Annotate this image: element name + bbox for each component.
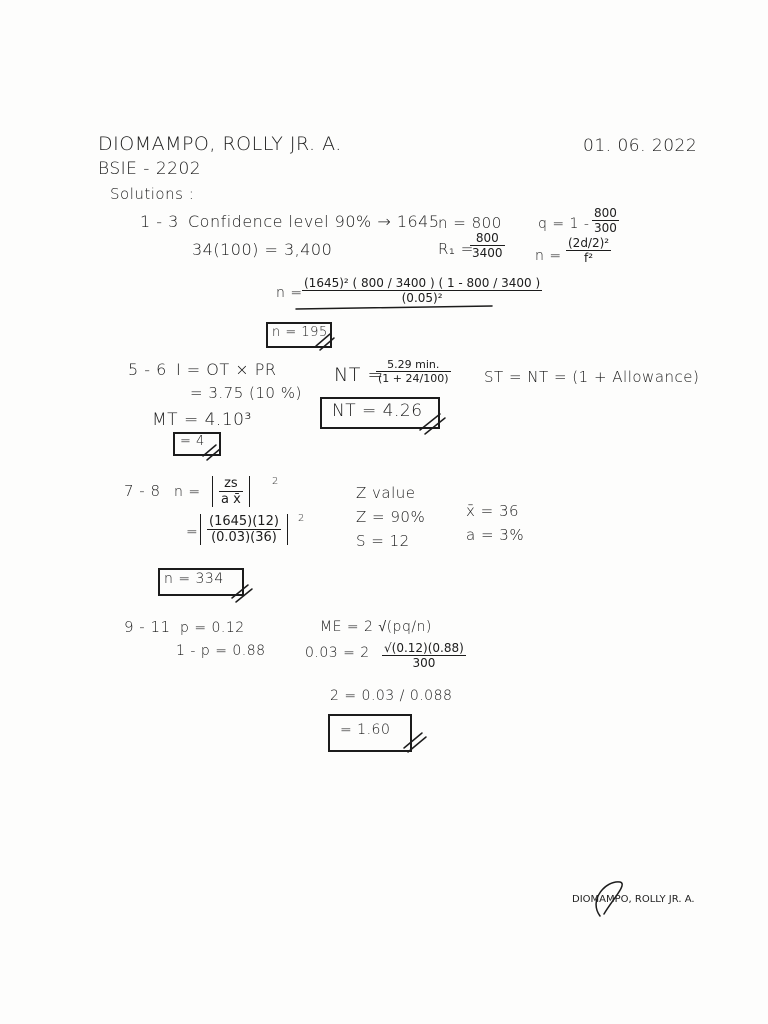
n-fraction-78 xyxy=(212,476,250,507)
square-2: 2 xyxy=(298,513,305,524)
answer-78: n = 334 xyxy=(164,571,224,587)
problem-7-8-label: 7 - 8 xyxy=(124,482,161,500)
n-den-78: a x̄ xyxy=(221,492,241,507)
eq-sign-78: = xyxy=(186,524,199,540)
nt-lhs: NT = xyxy=(334,364,384,386)
problem-9-11-label: 9 - 11 xyxy=(124,618,171,636)
xbar-equation: x̄ = 36 xyxy=(466,502,520,520)
answer-1: n = 195 xyxy=(272,325,328,340)
r1-den: 3400 xyxy=(472,246,503,260)
sub-den-78: (0.03)(36) xyxy=(211,530,277,545)
a-equation: a = 3% xyxy=(466,526,525,544)
main-lhs: n = xyxy=(276,285,303,301)
nform-den: f² xyxy=(584,251,594,265)
calc-34: 34(100) = 3,400 xyxy=(192,240,333,259)
q-fraction xyxy=(592,206,619,235)
nt-den: (1 + 24/100) xyxy=(378,372,449,385)
nt-fraction xyxy=(376,358,451,385)
me-sub-num: √(0.12)(0.88) xyxy=(384,641,464,655)
square-1: 2 xyxy=(272,476,279,487)
q-den: 300 xyxy=(594,221,617,235)
date: 01. 06. 2022 xyxy=(583,136,698,156)
i-equation: I = OT × PR xyxy=(176,360,277,379)
z-division: 2 = 0.03 / 0.088 xyxy=(330,688,453,704)
me-sub-den: 300 xyxy=(412,656,436,670)
nt-num: 5.29 min. xyxy=(376,358,451,372)
main-fraction xyxy=(302,276,542,305)
i-value: = 3.75 (10 %) xyxy=(190,384,302,402)
sub-fraction-78 xyxy=(200,514,288,545)
z-value-label: Z value xyxy=(356,484,416,502)
main-num: (1645)² ( 800 / 3400 ) ( 1 - 800 / 3400 ) xyxy=(304,276,541,290)
me-sub-fraction xyxy=(382,641,466,670)
student-name: DIOMAMPO, ROLLY JR. A. xyxy=(98,133,342,155)
nform-lhs: n = xyxy=(535,248,562,264)
n-given: n = 800 xyxy=(438,214,502,232)
sub-num-78: (1645)(12) xyxy=(209,514,279,529)
me-equation: ME = 2 √(pq/n) xyxy=(320,619,432,635)
p-equation: p = 0.12 xyxy=(180,620,245,636)
mt-equation: MT = 4.10³ xyxy=(152,410,252,430)
nform-fraction xyxy=(566,236,611,265)
q-num: 800 xyxy=(594,206,617,220)
r1-fraction xyxy=(470,231,505,260)
section: BSIE - 2202 xyxy=(98,159,202,179)
answer-911: = 1.60 xyxy=(340,722,391,738)
q-lhs: q = 1 - xyxy=(538,216,590,232)
s-equation: S = 12 xyxy=(356,532,410,550)
solutions-label: Solutions : xyxy=(110,185,195,203)
signature-name: DIOMAMPO, ROLLY JR. A. xyxy=(572,894,695,905)
r1-lhs: R₁ = xyxy=(438,240,474,258)
nform-num: (2d/2)² xyxy=(568,236,610,250)
n-lhs-78: n = xyxy=(174,484,201,500)
problem-1-3-label: 1 - 3 xyxy=(140,212,179,231)
mt-answer: = 4 xyxy=(180,434,205,449)
main-fraction-bar xyxy=(296,306,492,309)
confidence-level: Confidence level 90% → 1645 xyxy=(188,212,440,231)
st-equation: ST = NT = (1 + Allowance) xyxy=(484,368,700,386)
me-sub-lhs: 0.03 = 2 xyxy=(305,645,370,661)
main-den: (0.05)² xyxy=(401,291,443,305)
z-equation: Z = 90% xyxy=(356,508,426,526)
problem-5-6-label: 5 - 6 xyxy=(128,360,167,379)
one-minus-p: 1 - p = 0.88 xyxy=(176,643,266,659)
n-num-78: zs xyxy=(219,476,243,492)
nt-answer: NT = 4.26 xyxy=(332,401,423,421)
r1-num: 800 xyxy=(470,231,505,246)
